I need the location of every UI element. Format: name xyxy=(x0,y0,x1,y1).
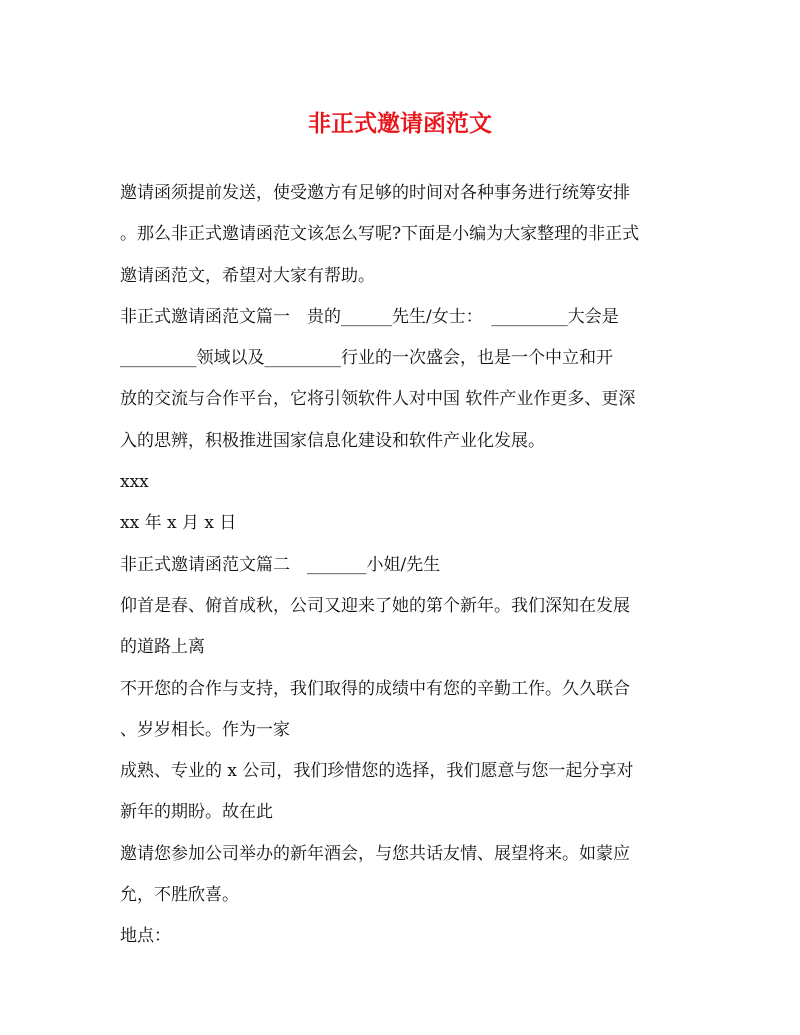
paragraph-line: 新年的期盼。故在此 xyxy=(120,802,273,823)
paragraph-line: 放的交流与合作平台，它将引领软件人对中国 软件产业作更多、更深 xyxy=(120,389,636,410)
paragraph-line: 、岁岁相长。作为一家 xyxy=(120,719,290,740)
paragraph-line: 非正式邀请函范文篇一 贵的______先生/女士： _________大会是 xyxy=(120,306,619,327)
signature-line: xxx xyxy=(120,472,149,493)
document-title: 非正式邀请函范文 xyxy=(308,110,492,137)
paragraph-line: 的道路上离 xyxy=(120,637,205,658)
paragraph-line: 邀请函须提前发送，使受邀方有足够的时间对各种事务进行统筹安排 xyxy=(120,183,630,203)
paragraph-line: 邀请您参加公司举办的新年酒会，与您共话友情、展望将来。如蒙应 xyxy=(120,843,630,864)
paragraph-line: 不开您的合作与支持，我们取得的成绩中有您的辛勤工作。久久联合 xyxy=(120,678,630,699)
document-body xyxy=(120,173,690,958)
paragraph-line: _________领域以及_________行业的一次盛会，也是一个中立和开 xyxy=(120,348,613,369)
date-line: xx 年 x 月 x 日 xyxy=(120,513,237,534)
paragraph-line: 。那么非正式邀请函范文该怎么写呢?下面是小编为大家整理的非正式 xyxy=(120,224,640,245)
paragraph-line: 允，不胜欣喜。 xyxy=(120,885,239,906)
paragraph-line: 邀请函范文，希望对大家有帮助。 xyxy=(120,265,375,286)
location-label: 地点： xyxy=(120,926,171,947)
paragraph-line: 成熟、专业的 x 公司，我们珍惜您的选择，我们愿意与您一起分享对 xyxy=(120,761,634,782)
paragraph-line: 非正式邀请函范文篇二 _______小姐/先生 xyxy=(120,554,441,575)
paragraph-line: 入的思辨，积极推进国家信息化建设和软件产业化发展。 xyxy=(120,430,545,451)
paragraph-line: 仰首是春、俯首成秋，公司又迎来了她的第个新年。我们深知在发展 xyxy=(120,595,630,616)
